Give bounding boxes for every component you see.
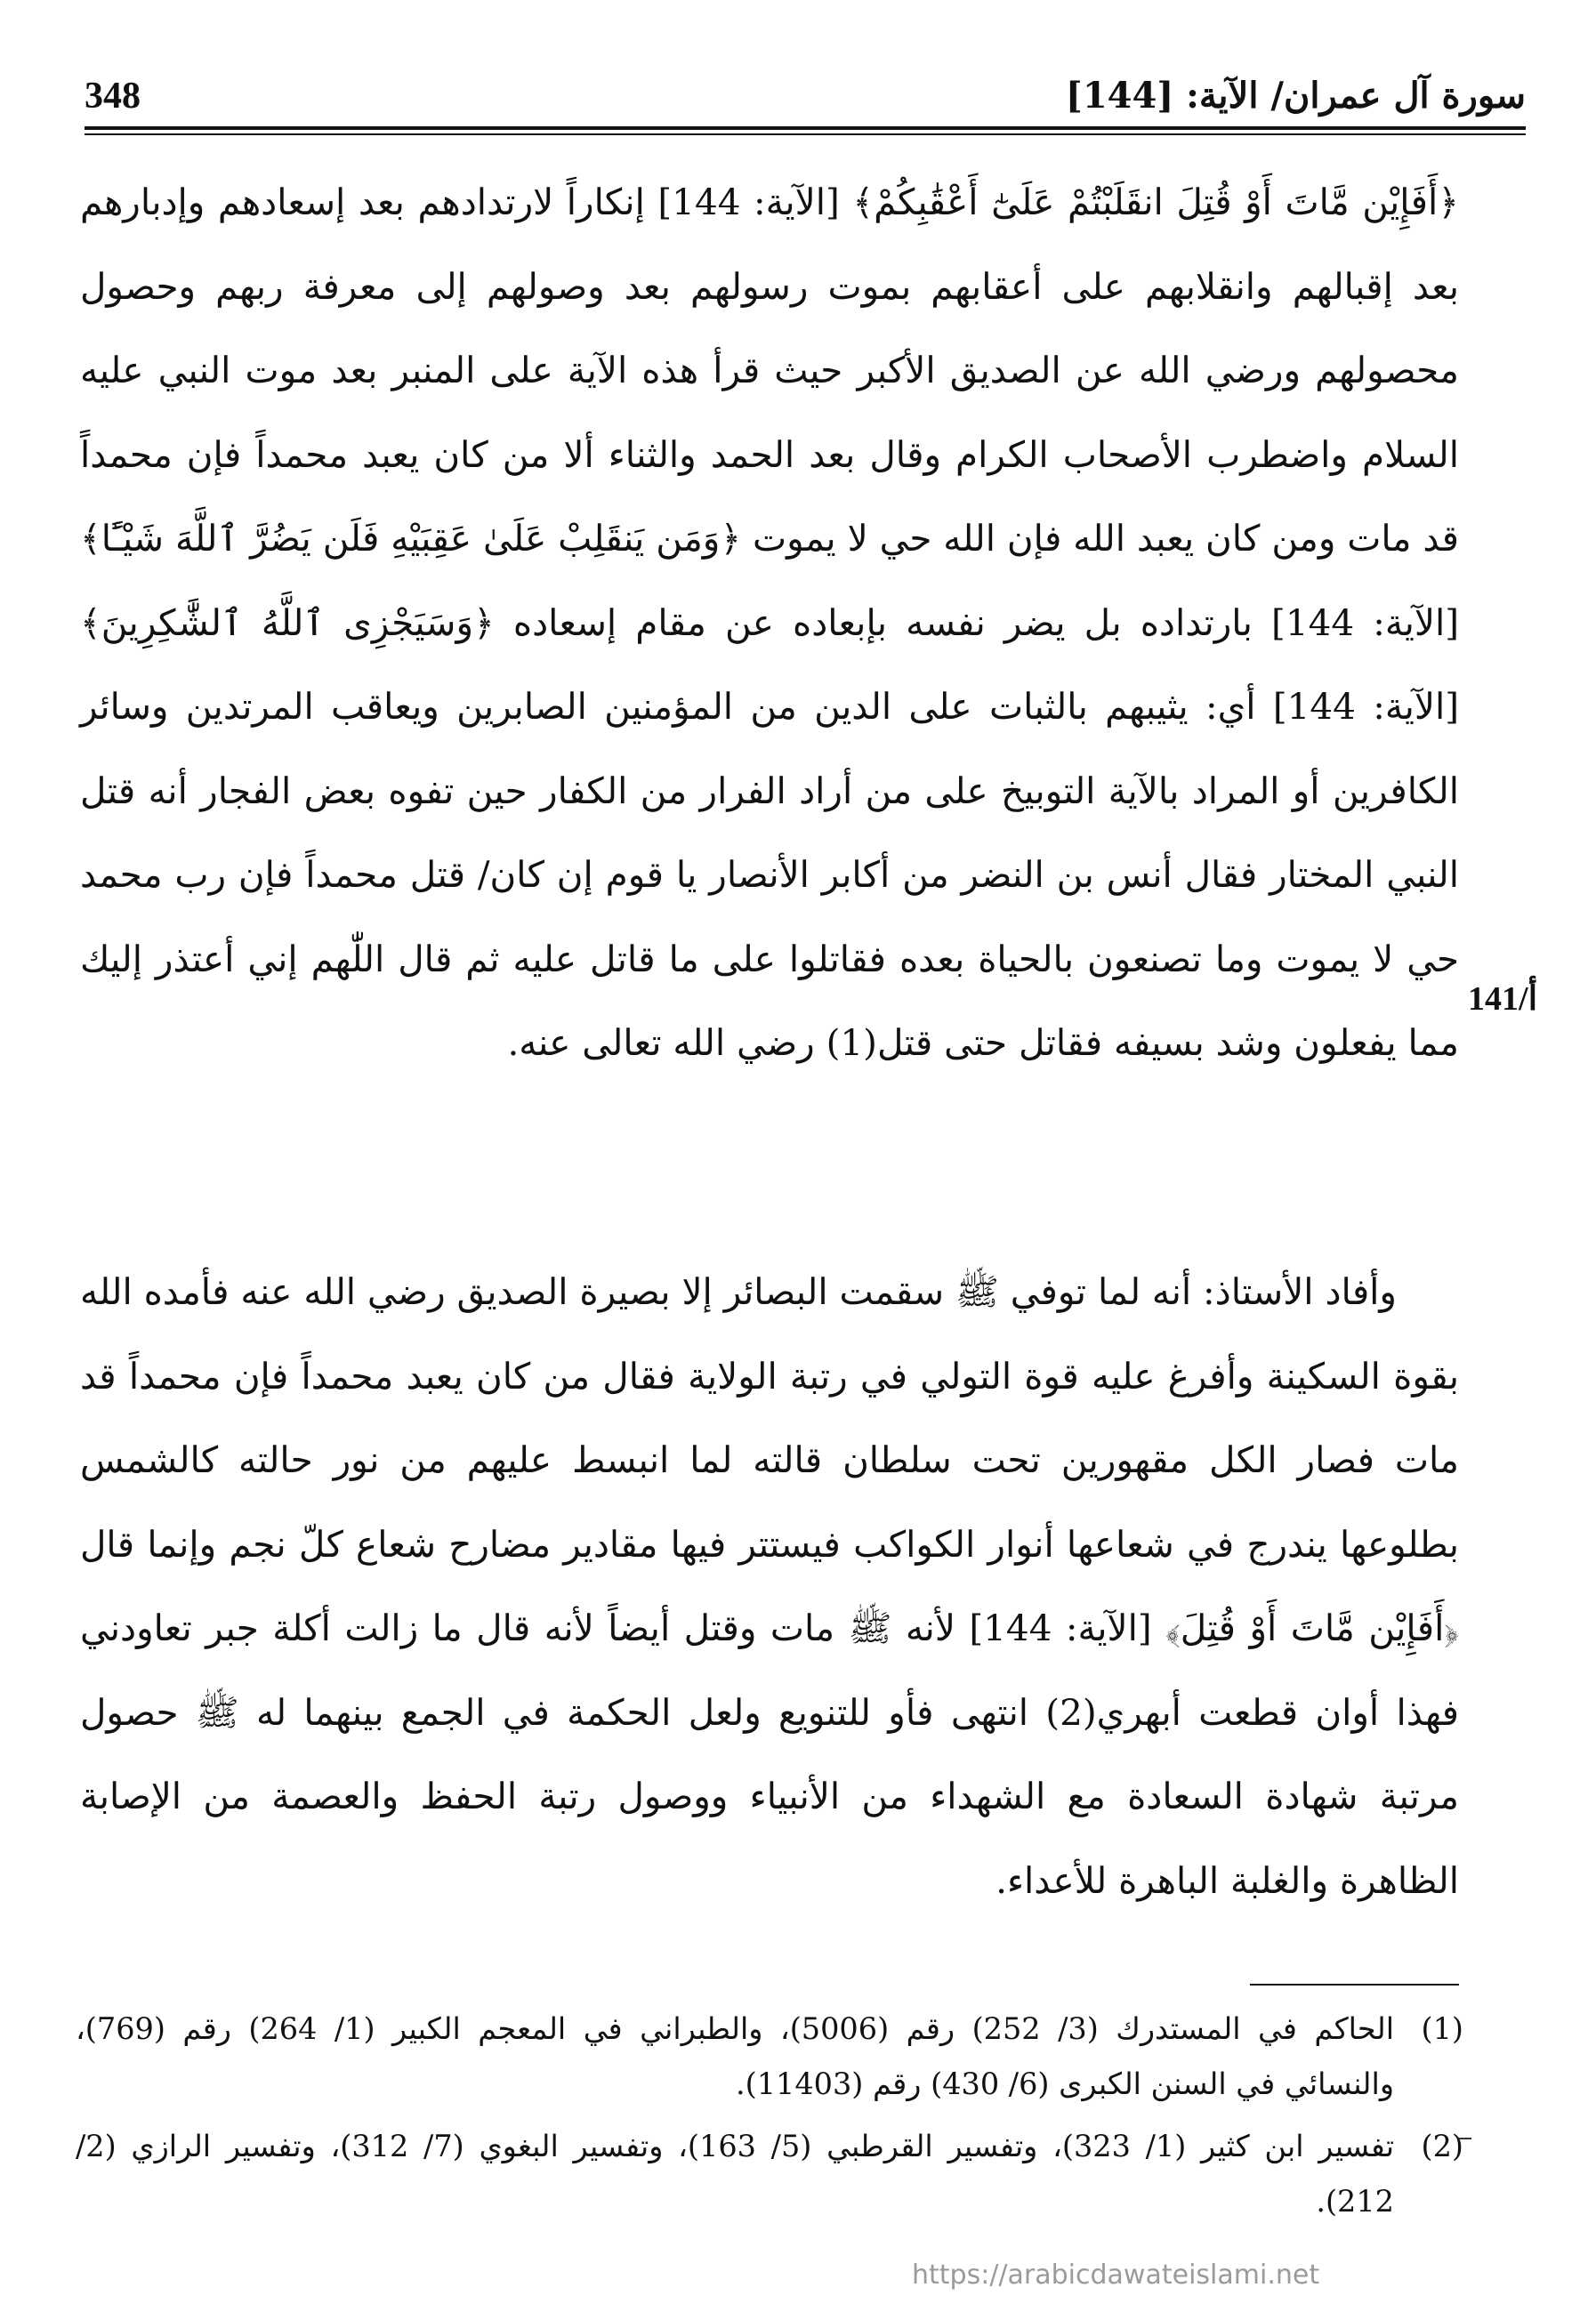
page-header <box>85 62 1526 126</box>
body-paragraph-1 <box>80 160 1459 1085</box>
footnote-text: تفسير ابن كثير (1/ 323)، وتفسير القرطبي (5/ 163)، وتفسير البغوي (7/ 312)، وتفسير الرازي (2/ 212). <box>76 2129 1395 2219</box>
paragraph-text: ﴿أَفَإِيْن مَّاتَ أَوْ قُتِلَ انقَلَبْتُمْ عَلَىٰٓ أَعْقَٰبِكُمْ﴾ [الآية: 144] إنكاراً لارتدادهم بعد إسعادهم وإدبارهم بعد إقبالهم وانقلابهم على أعقابهم بموت رسولهم بعد وصولهم إلى معرفة ربهم وحصول محصولهم ورضي الله عن الصديق الأكبر حيث قرأ هذه الآية على المنبر بعد موت النبي عليه السلام واضطرب الأصحاب الكرام وقال بعد الحمد والثناء ألا من كان يعبد محمداً فإن محمداً قد مات ومن كان يعبد الله فإن الله حي لا يموت ﴿وَمَن يَنقَلِبْ عَلَىٰ عَقِبَيْهِ فَلَن يَضُرَّ ٱللَّهَ شَيْـًٔا﴾ [الآية: 144] بارتداده بل يضر نفسه بإبعاده عن مقام إسعاده ﴿وَسَيَجْزِى ٱللَّهُ ٱلشَّٰكِرِينَ﴾ [الآية: 144] أي: يثيبهم بالثبات على الدين من المؤمنين الصابرين ويعاقب المرتدين وسائر الكافرين أو المراد بالآية التوبيخ على من أراد الفرار من الكفار حين تفوه بعض الفجار أنه قتل النبي المختار فقال أنس بن النضر من أكابر الأنصار يا قوم إن كان/ قتل محمداً فإن رب محمد حي لا يموت وما تصنعون بالحياة بعده فقاتلوا على ما قاتل عليه ثم قال اللّٰهم إني أعتذر إليك مما يفعلون وشد بسيفه فقاتل حتى قتل(1) رضي الله تعالى عنه. <box>80 181 1460 1064</box>
website-watermark: https://arabicdawateislami.net <box>912 2260 1320 2291</box>
page-number: 348 <box>85 76 141 117</box>
header-rule <box>85 126 1526 130</box>
footnote-2 <box>76 2119 1463 2229</box>
footnote-number: (2) <box>1421 2129 1463 2163</box>
footnotes <box>76 2002 1463 2236</box>
paragraph-text: وأفاد الأستاذ: أنه لما توفي ﷺ سقمت البصائر إلا بصيرة الصديق رضي الله عنه فأمده الله بقوة السكينة وأفرغ عليه قوة التولي في رتبة الولاية فقال من كان يعبد محمداً فإن محمداً قد مات فصار الكل مقهورين تحت سلطان قالته لما انبسط عليهم من نور حالته كالشمس بطلوعها يندرج في شعاعها أنوار الكواكب فيستتر فيها مقادير مضارح شعاع كلّ نجم وإنما قال ﴿أَفَإِيْن مَّاتَ أَوْ قُتِلَ﴾ [الآية: 144] لأنه ﷺ مات وقتل أيضاً لأنه قال ما زالت أكلة جبر تعاودني فهذا أوان قطعت أبهري(2) انتهى فأو للتنويع ولعل الحكمة في الجمع بينهما له ﷺ حصول مرتبة شهادة السعادة مع الشهداء من الأنبياء ووصول رتبة الحفظ والعصمة من الإصابة الظاهرة والغلبة الباهرة للأعداء. <box>80 1270 1459 1902</box>
scan-artifact-mark <box>1459 2138 1471 2139</box>
footnote-number: (1) <box>1421 2011 1463 2046</box>
manuscript-folio-note: 141/أ <box>1468 980 1538 1018</box>
footnote-1 <box>76 2002 1463 2112</box>
footnote-separator <box>1250 1984 1459 1986</box>
header-rule-thin <box>85 133 1526 135</box>
body-paragraph-2 <box>80 1250 1459 1922</box>
footnote-text: الحاكم في المستدرك (3/ 252) رقم (5006)، والطبراني في المعجم الكبير (1/ 264) رقم (769)، والنسائي في السنن الكبرى (6/ 430) رقم (11403). <box>76 2011 1395 2101</box>
running-title: سورة آل عمران/ الآية: [144] <box>1065 75 1526 117</box>
